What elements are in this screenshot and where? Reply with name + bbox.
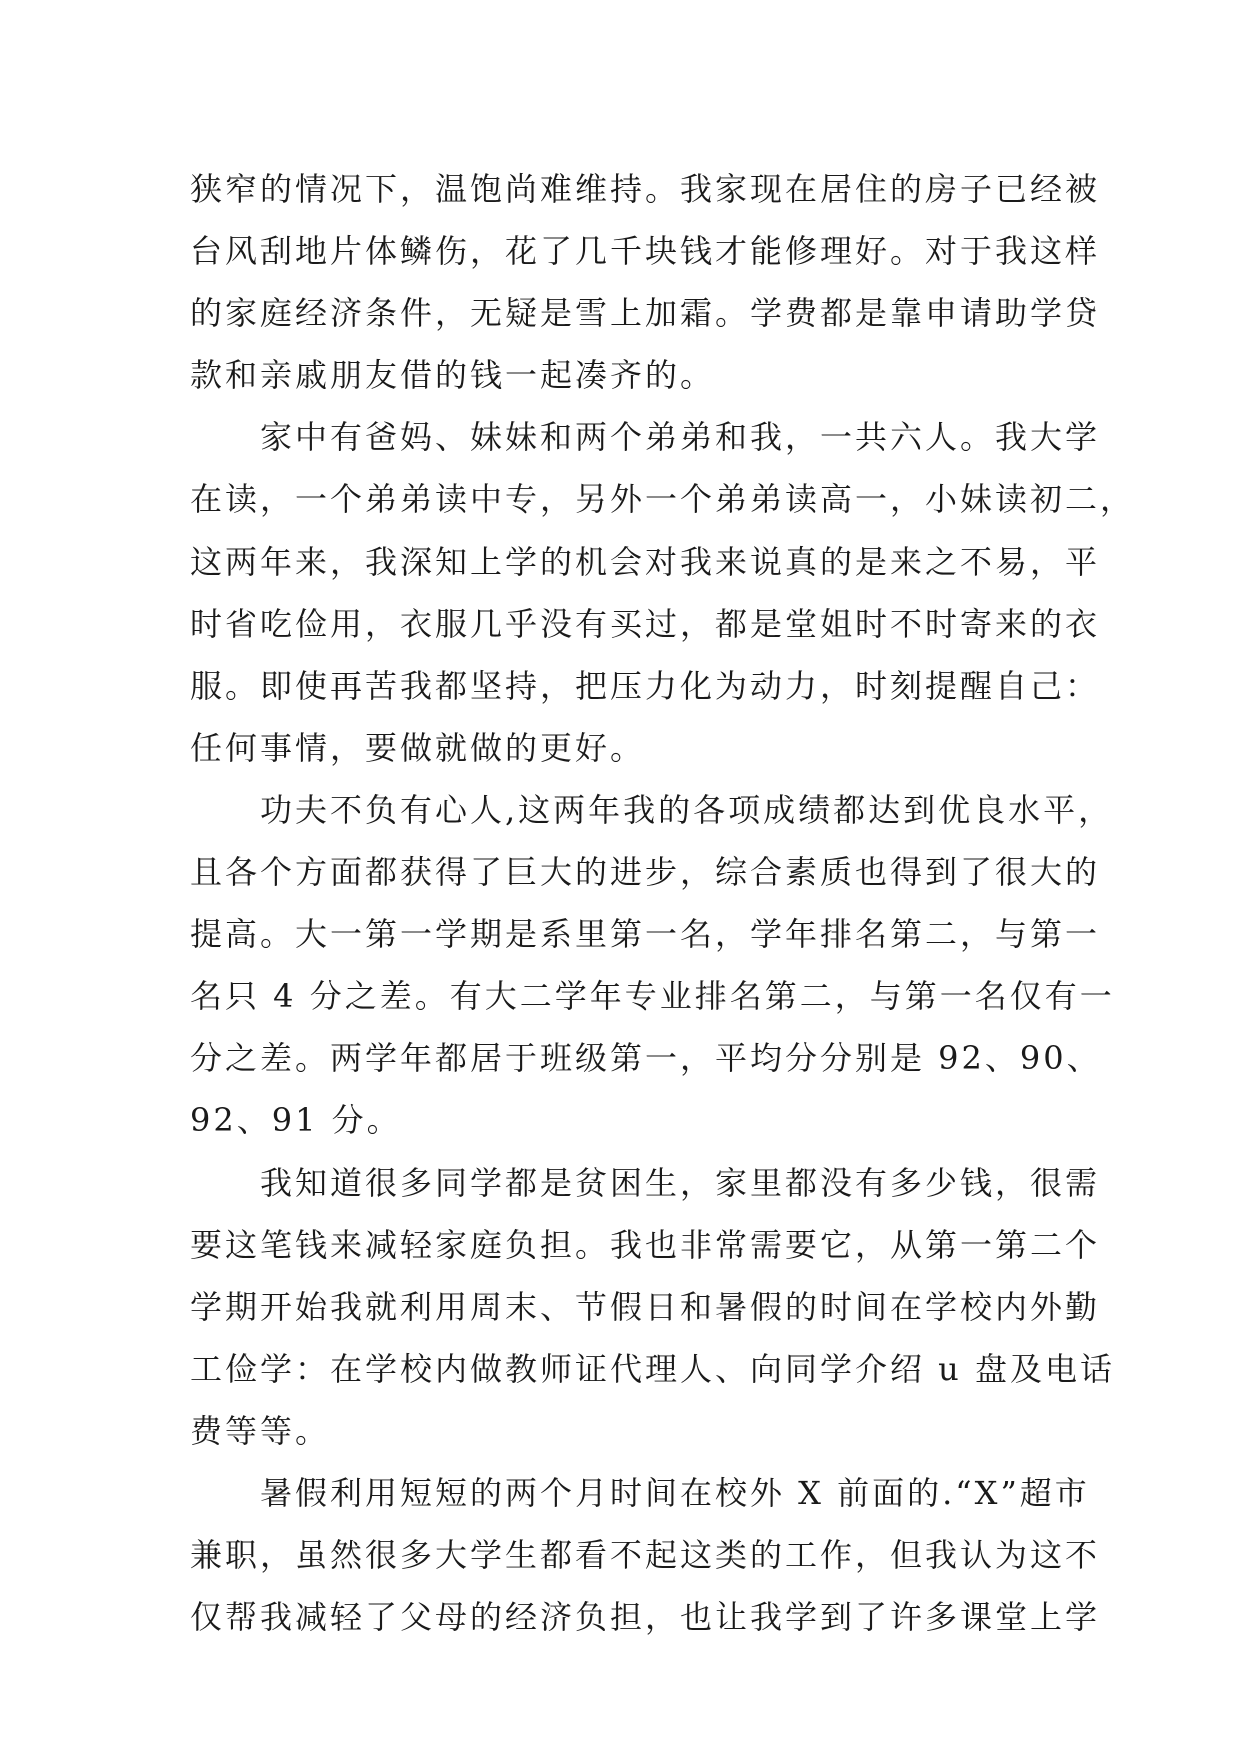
text-line: 仅帮我减轻了父母的经济负担，也让我学到了许多课堂上学: [190, 1598, 1101, 1637]
text-line: 92、91 分。: [190, 1101, 402, 1140]
text-line: 且各个方面都获得了巨大的进步，综合素质也得到了很大的: [190, 853, 1101, 892]
text-line: 款和亲戚朋友借的钱一起凑齐的。: [190, 356, 716, 395]
text-line: 任何事情，要做就做的更好。: [190, 728, 646, 767]
text-line: 狭窄的情况下，温饱尚难维持。我家现在居住的房子已经被: [190, 170, 1101, 208]
text-line: 的家庭经济条件，无疑是雪上加霜。学费都是靠申请助学贷: [190, 294, 1101, 333]
text-line: 我知道很多同学都是贫困生，家里都没有多少钱，很需: [260, 1163, 1101, 1202]
text-line: 服。即使再苦我都坚持，把压力化为动力，时刻提醒自己：: [190, 666, 1101, 705]
text-line: 提高。大一第一学期是系里第一名，学年排名第二，与第一: [190, 915, 1101, 954]
text-line: 学期开始我就利用周末、节假日和暑假的时间在学校内外勤: [190, 1287, 1101, 1326]
text-line: 暑假利用短短的两个月时间在校外 X 前面的.“X”超市: [260, 1473, 1090, 1512]
text-line: 在读，一个弟弟读中专，另外一个弟弟读高一，小妹读初二，: [190, 480, 1136, 519]
text-line: 家中有爸妈、妹妹和两个弟弟和我，一共六人。我大学: [260, 418, 1101, 457]
text-line: 费等等。: [190, 1411, 331, 1450]
text-line: 要这笔钱来减轻家庭负担。我也非常需要它，从第一第二个: [190, 1225, 1101, 1264]
text-line: 分之差。两学年都居于班级第一，平均分分别是 92、90、: [190, 1039, 1102, 1078]
text-line: 时省吃俭用，衣服几乎没有买过，都是堂姐时不时寄来的衣: [190, 604, 1101, 643]
text-line: 这两年来，我深知上学的机会对我来说真的是来之不易，平: [190, 542, 1101, 581]
text-line: 台风刮地片体鳞伤，花了几千块钱才能修理好。对于我这样: [190, 232, 1101, 271]
document-body-text: [190, 158, 1136, 1648]
text-line: 兼职，虽然很多大学生都看不起这类的工作，但我认为这不: [190, 1536, 1101, 1575]
text-line: 名只 4 分之差。有大二学年专业排名第二，与第一名仅有一: [190, 977, 1115, 1016]
text-line: 工俭学：在学校内做教师证代理人、向同学介绍 u 盘及电话: [190, 1349, 1115, 1388]
text-line: 功夫不负有心人,这两年我的各项成绩都达到优良水平，: [260, 790, 1114, 829]
